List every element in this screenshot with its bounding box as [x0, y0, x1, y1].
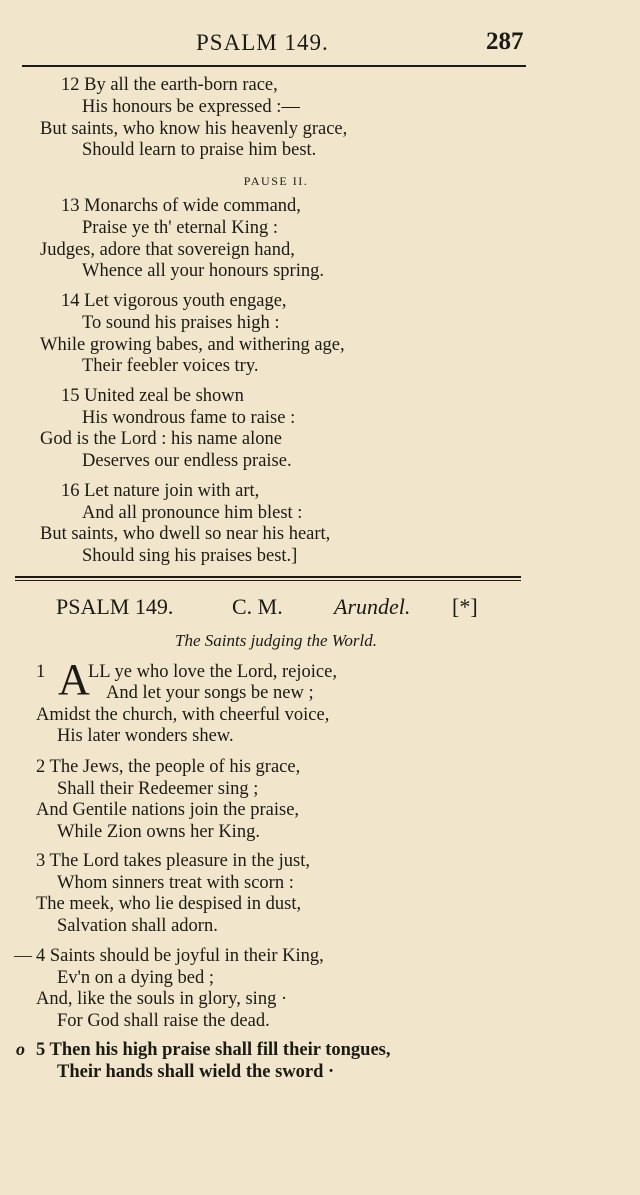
stanza-line: Their feebler voices try. — [82, 356, 259, 376]
stanza-number: 1 — [36, 662, 46, 682]
stanza-line: Whom sinners treat with scorn : — [57, 873, 294, 893]
stanza-line: Should learn to praise him best. — [82, 140, 317, 160]
stanza-line: His wondrous fame to raise : — [82, 408, 296, 428]
margin-o-mark: o — [16, 1039, 25, 1059]
stanza-line: Judges, adore that sovereign hand, — [40, 240, 295, 260]
header-rule — [22, 65, 526, 67]
stanza-line: 5 Then his high praise shall fill their tongues, — [36, 1040, 391, 1060]
section-rule-thin — [15, 580, 521, 581]
stanza-line: But saints, who know his heavenly grace, — [40, 119, 348, 139]
stanza-line: Amidst the church, with cheerful voice, — [36, 705, 330, 725]
stanza-line: 14 Let vigorous youth engage, — [61, 291, 287, 311]
psalm-title: PSALM 149. — [56, 594, 174, 619]
stanza-line: Whence all your honours spring. — [82, 261, 324, 281]
section-rule — [15, 576, 521, 578]
stanza-line: 2 The Jews, the people of his grace, — [36, 757, 301, 777]
stanza-line: And Gentile nations join the praise, — [36, 800, 300, 820]
stanza-line: Ev'n on a dying bed ; — [57, 968, 214, 988]
drop-cap: A — [58, 655, 90, 704]
stanza-line: Deserves our endless praise. — [82, 451, 292, 471]
stanza-line: 3 The Lord takes pleasure in the just, — [36, 851, 311, 871]
page-header — [0, 28, 640, 64]
stanza-line: And, like the souls in glory, sing · — [36, 989, 288, 1009]
stanza-line: And all pronounce him blest : — [82, 503, 303, 523]
stanza-line: Shall their Redeemer sing ; — [57, 779, 259, 799]
stanza-line: While growing babes, and withering age, — [40, 335, 345, 355]
stanza-line: 12 By all the earth-born race, — [61, 75, 278, 95]
stanza-line: 4 Saints should be joyful in their King, — [36, 946, 324, 966]
stanza-line: But saints, who dwell so near his heart, — [40, 524, 331, 544]
psalm-tune: Arundel. — [334, 594, 411, 619]
stanza-line: Their hands shall wield the sword · — [57, 1062, 335, 1082]
stanza-line: For God shall raise the dead. — [57, 1011, 270, 1031]
stanza-line: 13 Monarchs of wide command, — [61, 196, 301, 216]
psalm-subtitle: The Saints judging the World. — [175, 631, 377, 650]
stanza-line: While Zion owns her King. — [57, 822, 260, 842]
stanza-line: His honours be expressed :— — [82, 97, 300, 117]
stanza-line: 16 Let nature join with art, — [61, 481, 260, 501]
stanza-line: Salvation shall adorn. — [57, 916, 218, 936]
stanza-line: Praise ye th' eternal King : — [82, 218, 278, 238]
stanza-line: His later wonders shew. — [57, 726, 234, 746]
stanza-line: The meek, who lie despised in dust, — [36, 894, 302, 914]
stanza-line: And let your songs be new ; — [106, 683, 314, 703]
psalm-mark: [*] — [452, 594, 478, 619]
psalm-meter: C. M. — [232, 594, 283, 619]
page-number: 287 — [486, 28, 524, 55]
stanza-line: God is the Lord : his name alone — [40, 429, 282, 449]
stanza-line: To sound his praises high : — [82, 313, 280, 333]
stanza-line: LL ye who love the Lord, rejoice, — [88, 662, 337, 682]
stanza-line: 15 United zeal be shown — [61, 386, 244, 406]
pause-label: PAUSE II. — [243, 174, 309, 188]
margin-dash-mark: — — [14, 945, 32, 965]
stanza-line: Should sing his praises best.] — [82, 546, 298, 566]
running-title: PSALM 149. — [196, 30, 329, 55]
